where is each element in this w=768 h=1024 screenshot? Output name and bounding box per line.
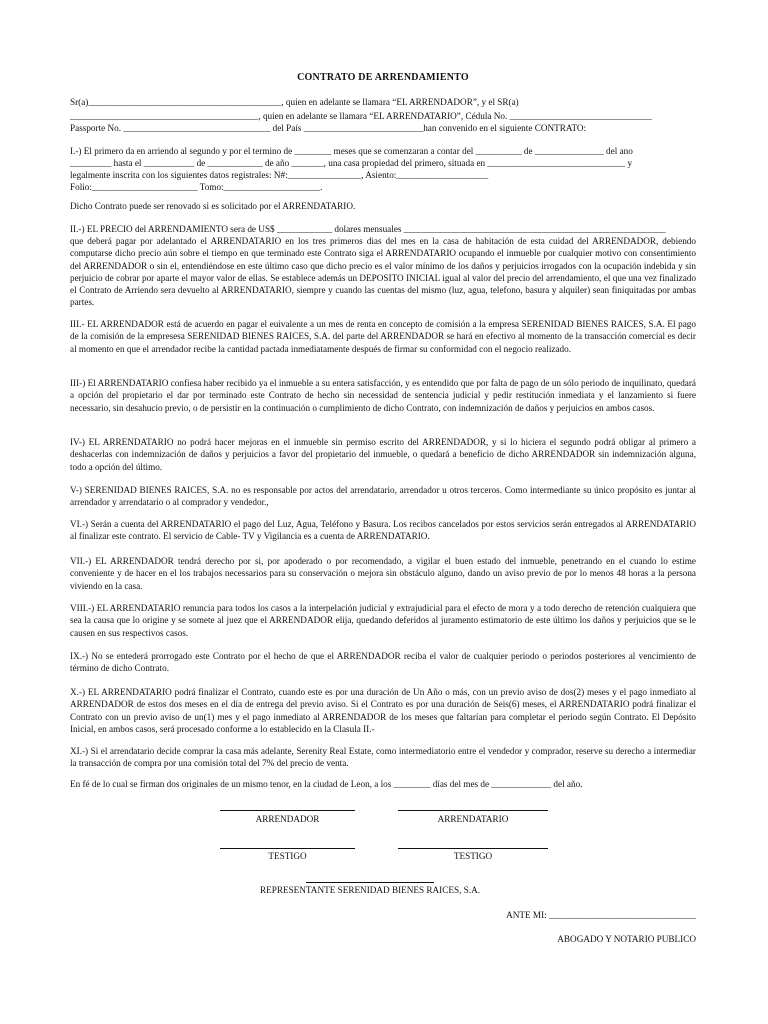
testigo-2-signature-line xyxy=(398,848,548,849)
arrendatario-signature-line xyxy=(398,810,548,811)
clause-11: XI.-) Si el arrendatario decide comprar la casa más adelante, Serenity Real Estate, como intermediatorio entre el vendedor y comprador, reserve su derecho a intermediar la transacción de compra por una comisión total del 7% del precio de venta. xyxy=(70,746,696,769)
renewal-clause: Dicho Contrato puede ser renovado si es solicitado por el ARRENDATARIO. xyxy=(70,201,356,211)
clause-9: IX.-) No se entederá prorrogado este Contrato por el hecho de que el ARRENDADOR reciba el valor de cualquier periodo o periodos posteriores al vencimiento de término de dicho Contrato. xyxy=(70,651,696,674)
clause-1-line-3: legalmente inscrita con los siguientes datos registrales: N#:________________, Asiento:____________________ xyxy=(70,170,489,180)
document-title: CONTRATO DE ARRENDAMIENTO xyxy=(297,72,469,83)
arrendador-signature-line xyxy=(220,810,355,811)
clause-8: VIII.-) EL ARRENDATARIO renuncia para todos los casos a la interpelación judicial y extrajudicial para el efecto de mora y a todo derecho de retención cualquiera que sea la causa que lo origine y se somete al juez que el ARRENDADOR elija, quedando deferidos al juramento estimatorio de este último los daños y perjuicios que se le causen en sus respectivos casos. xyxy=(70,603,696,638)
closing-statement: En fé de lo cual se firman dos originales de un mismo tenor, en la ciudad de Leon, a los ________ días del mes de _____________ del año. xyxy=(70,779,583,789)
clause-1-line-2: _________ hasta el ___________ de ____________ de año _______, una casa propiedad del primero, situada en ______________________________ y xyxy=(70,158,633,168)
testigo-1-signature-line xyxy=(220,848,355,849)
representante-label: REPRESENTANTE SERENIDAD BIENES RAICES, S.A. xyxy=(259,885,481,895)
clause-2-first-line: II.-) EL PRECIO del ARRENDAMIENTO sera de US$ ____________ dolares mensuales _________________________________________________________ xyxy=(70,224,666,234)
header-line-3: Passporte No. ________________________________ del País __________________________han convenido en el siguiente CONTRATO: xyxy=(70,123,587,133)
clause-4: IV-) EL ARRENDATARIO no podrá hacer mejoras en el inmueble sin permiso escrito del ARRENDADOR, y si lo hiciera el segundo podrá obligar al primero a deshacerlas con indemnización de daños y perjuicios a favor del propietario del inmueble, o quedará a beneficio de dicho ARRENDADOR sin indemnización alguna, todo a opción del último. xyxy=(70,437,696,472)
clause-5: V-) SERENIDAD BIENES RAICES, S.A. no es responsable por actos del arrendatario, arrendador u otros terceros. Como intermediante su único propósito es juntar al arrendador y arrendatario o al comprador y vendedor., xyxy=(70,485,696,508)
clause-3b: III-) El ARRENDATARIO confiesa haber recibido ya el inmueble a su entera satisfacción, y es entendido que por falta de pago de un sólo periodo de inquilinato, quedará a opción del propietario el dar por terminado este Contrato de hecho sin necessidad de sentencia judicial y pedir restitución inmediata y el lanzamiento si fuere necessario, sin desahucio previo, o de persistir en la continuación o cumplimiento de dicho Contrato, con indemnización de daños y perjuicios en ambos casos. xyxy=(70,378,696,413)
testigo-1-label: TESTIGO xyxy=(268,851,307,861)
ante-mi-line: ANTE MI: ________________________________ xyxy=(506,910,696,920)
clause-1-line-4: Folio:_______________________ Tomo:_____________________. xyxy=(70,182,323,192)
representante-signature-line xyxy=(306,882,434,883)
arrendador-label: ARRENDADOR xyxy=(255,814,320,824)
clause-1-line-1: I.-) El primero da en arriendo al segundo y por el termino de ________ meses que se comenzaran a contar del __________ de _______________ del ano xyxy=(70,146,633,156)
clause-2-body: que deberá pagar por adelantado el ARRENDATARIO en los tres primeros dias del mes en la casa de habitación de esta cuidad del ARRENDADOR, debiendo computarse dicho precio aún sobre el tiempo en que terminado este Contrato siga el ARRENDATARIO ocupando el inmueble por cualquier motivo con consentimiento del ARRENDADOR o sin el, entendiéndose en este último caso que dicho precio es el valor mínimo de los daños y perjuicios irrogados con la ocupación indebida y sin perjuicio de cobrar por aparte el mayor valor de ellas. Se establece además un DEPOSITO INICIAL igual al valor del precio del arrendamiento, el que una vez finalizado el Contrato de Arriendo sera devuelto al ARRENDATARIO, siempre y cuando las cuentas del mismo (luz, agua, telefono, basura y alquiler) sean finiquitadas por ambas partes. xyxy=(70,236,696,308)
header-line-1: Sr(a)__________________________________________, quien en adelante se llamara “EL ARRENDADOR”, y el SR(a) xyxy=(70,97,519,107)
notary-label: ABOGADO Y NOTARIO PUBLICO xyxy=(557,934,696,944)
testigo-2-label: TESTIGO xyxy=(453,851,493,861)
arrendatario-label: ARRENDATARIO xyxy=(437,814,509,824)
clause-7: VII.-) EL ARRENDADOR tendrá derecho por si, por apoderado o por recomendado, a vigilar el buen estado del inmueble, penetrando en el cuando lo estime conveniente y de hacer en el los trabajos necessarios para su conservación o mejora sin obstáculo alguno, dando un aviso previo de por lo menos 48 horas a la persona viviendo en la casa. xyxy=(70,556,696,591)
clause-6: VI.-) Serán a cuenta del ARRENDATARIO el pago del Luz, Agua, Teléfono y Basura. Los recibos cancelados por estos servicios serán entregados al ARRENDATARIO al finalizar este contrato. El servicio de Cable- TV y Vigilancia es a cuenta de ARRENDATARIO. xyxy=(70,519,696,542)
clause-3a: III.- EL ARRENDADOR está de acuerdo en pagar el euivalente a un mes de renta en concepto de comisión a la empresa SERENIDAD BIENES RAICES, S.A. El pago de la comisión de la empresesa SERENIDAD BIENES RAICES, S.A. del parte del ARRENDADOR se hará en efectivo al momento de la transacción comercial es decir al momento en que el arrendador recibe la cantidad pactada inmediatamente después de firmar su conformidad con el negocio realizado. xyxy=(70,319,696,354)
clause-10: X.-) EL ARRENDATARIO podrá finalizar el Contrato, cuando este es por una duración de Un Año o más, con un previo aviso de dos(2) meses y el pago inmediato al ARRENDADOR de estos dos meses en el día de entrega del previo aviso. Si el Contrato es por una duración de Seis(6) meses, el ARRENDATARIO podrá finalizar el Contrato con un previo aviso de un(1) mes y el pago inmediato al ARRENDADOR de los meses que faltarían para completar el periodo según Contrato. El Depósito Inicial, en ambos casos, será procesado conforme a lo establecido en la Clasula II.- xyxy=(70,687,696,734)
header-line-2: _________________________________________, quien en adelante se llamara “EL ARRENDATARIO”, Cédula No. _______________________________ xyxy=(70,111,652,121)
